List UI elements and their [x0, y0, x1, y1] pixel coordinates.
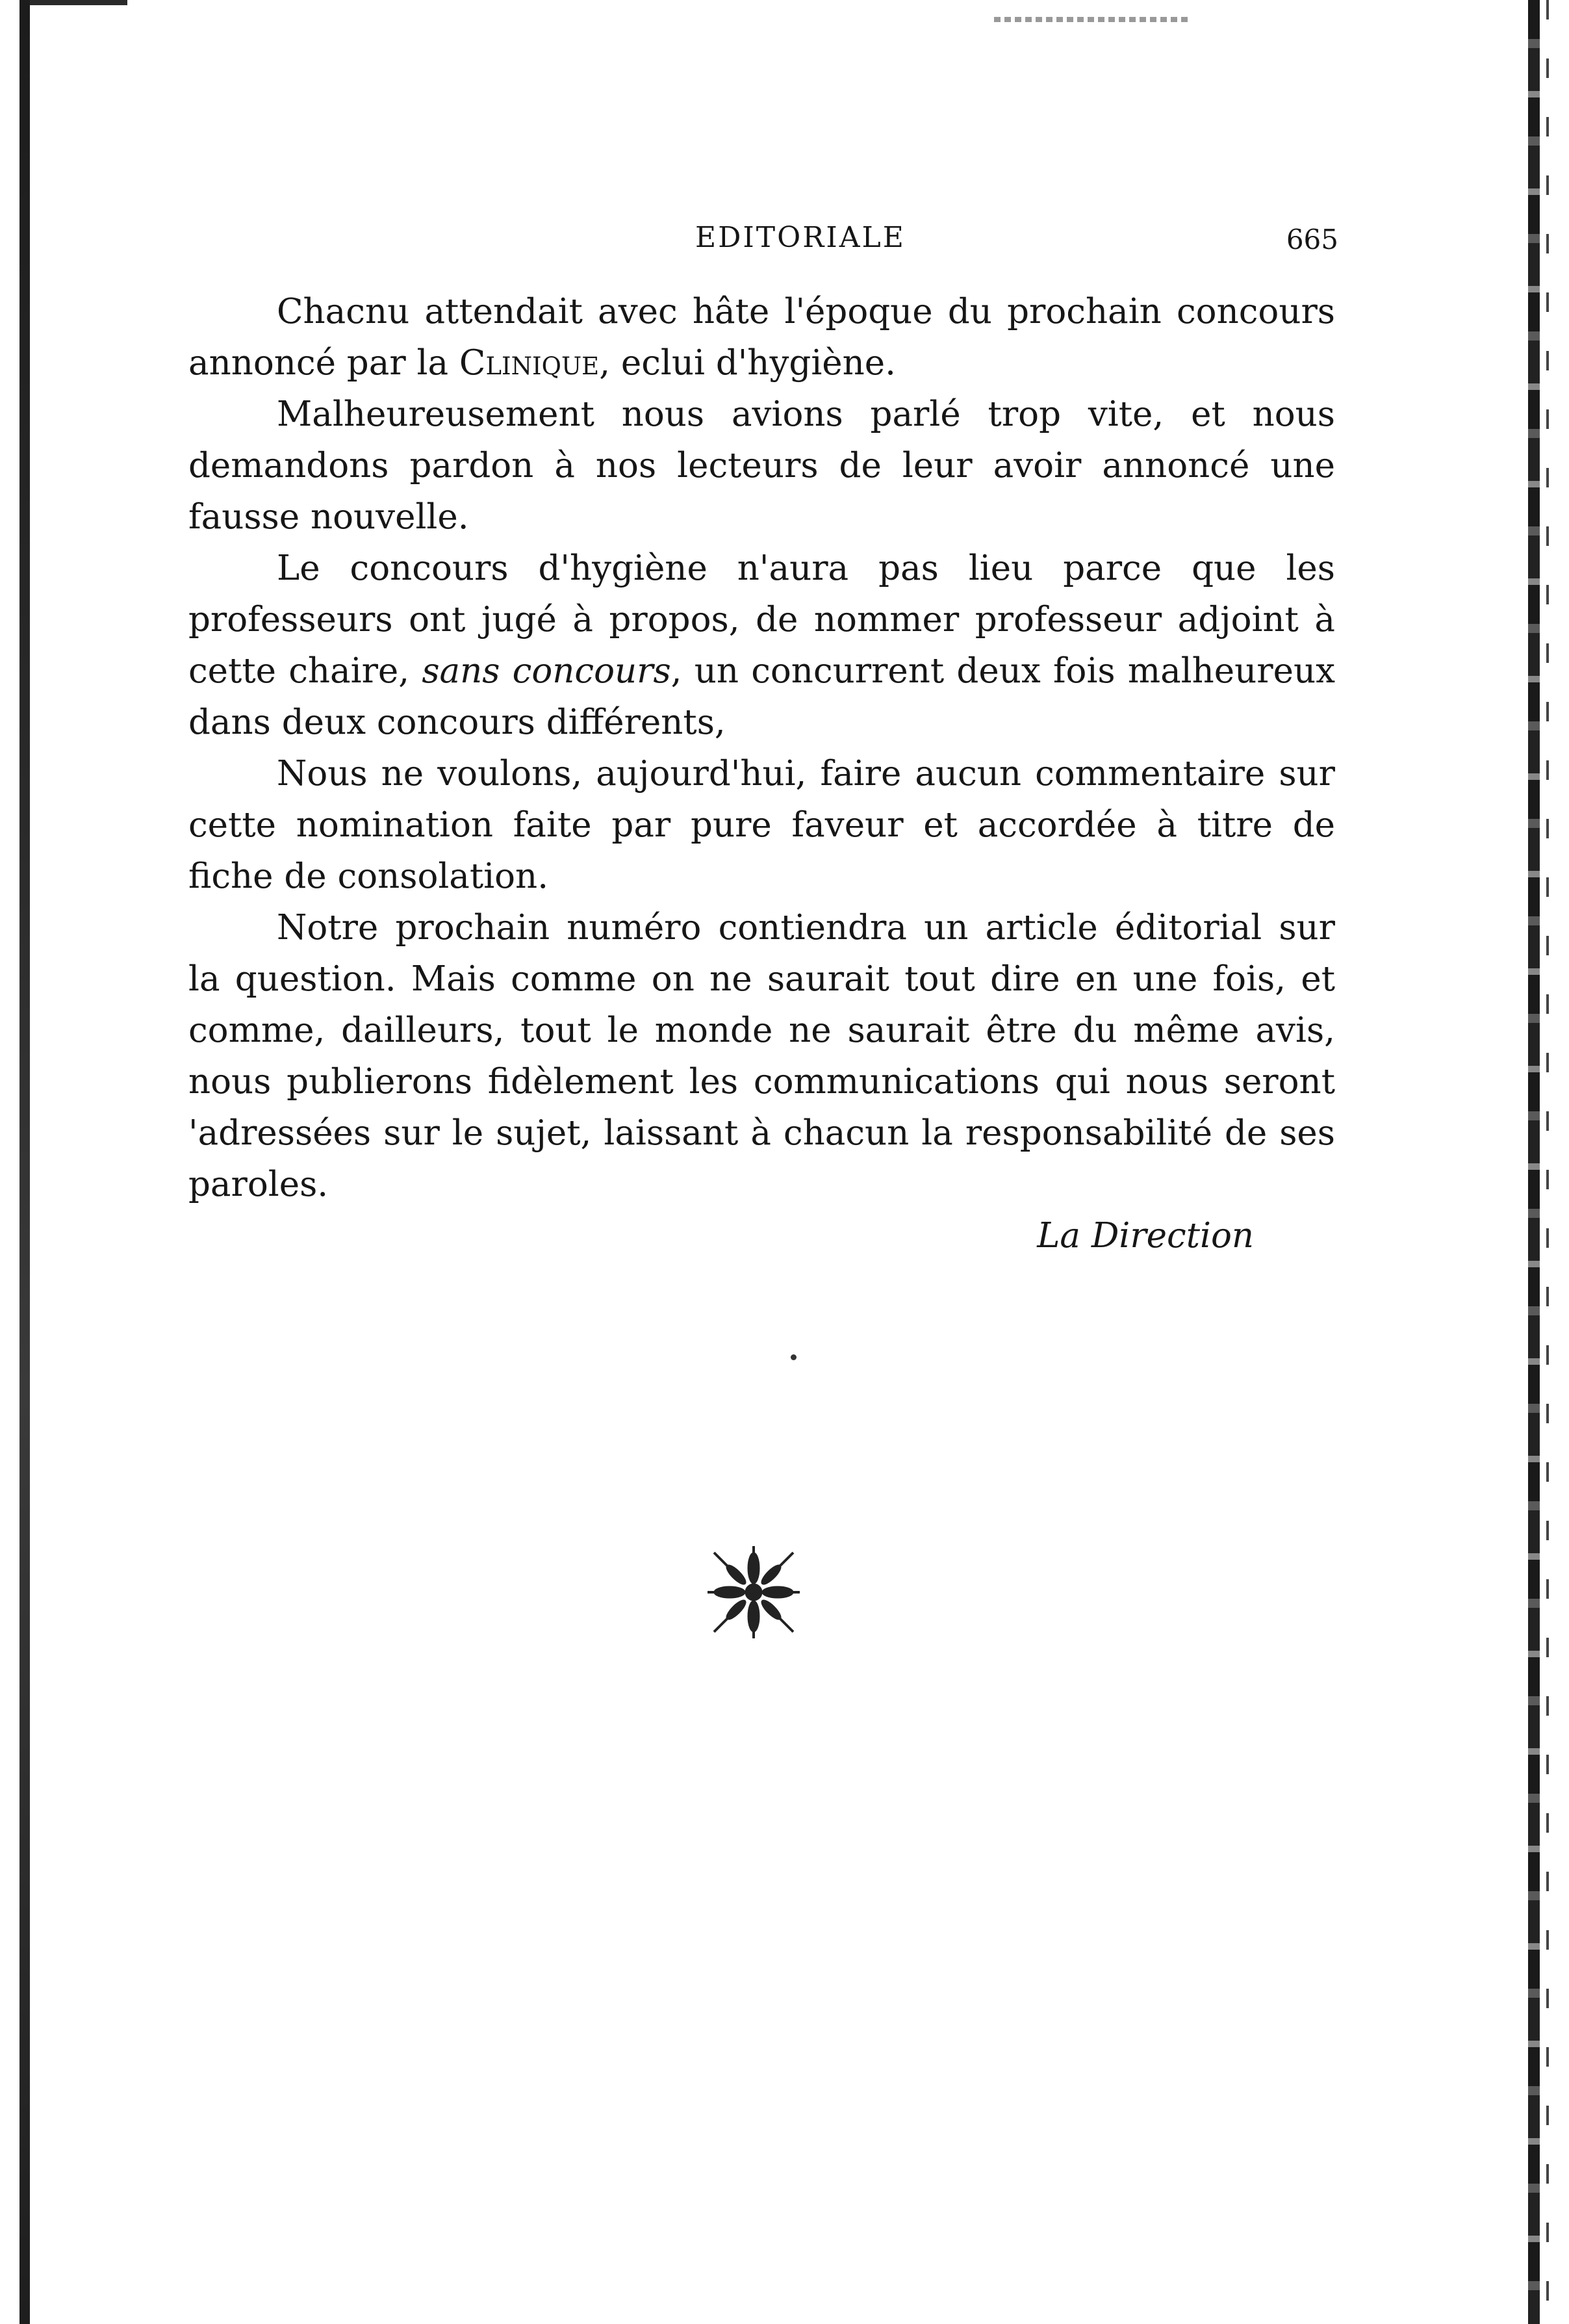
- paragraph-1: [188, 286, 1335, 389]
- editorial-body: [188, 286, 1335, 1261]
- scan-right-edge-speckle: [1546, 0, 1549, 2324]
- scan-top-smudge: [994, 17, 1189, 22]
- sans-concours-italic: sans concours: [422, 651, 671, 691]
- stray-dot: [791, 1354, 797, 1360]
- paragraph-4: Nous ne voulons, aujourd'hui, faire aucun commentaire sur cette nomination faite par pure faveur et accordée à titre de fiche de consolation.: [188, 754, 1335, 896]
- clinique-smallcaps: Clinique: [459, 343, 600, 383]
- scan-left-edge: [19, 0, 30, 2324]
- paragraph-1-text-b: , eclui d'hygiène.: [599, 343, 896, 383]
- scan-right-edge: [1528, 0, 1540, 2324]
- paragraph-3-text-b: , un concurrent deux fois malheureux dans deux concours différents,: [188, 651, 1335, 742]
- running-head: EDITORIALE: [695, 221, 906, 254]
- paragraph-2: Malheureusement nous avions parlé trop vite, et nous demandons pardon à nos lecteurs de leur avoir annoncé une fausse nouvelle.: [188, 394, 1335, 537]
- paragraph-1-text-a: Chacnu attendait avec hâte l'époque du prochain concours annoncé par la: [188, 292, 1335, 383]
- signature: La Direction: [1037, 1216, 1254, 1256]
- scan-top-left-mark: [30, 0, 127, 5]
- paragraph-3: [188, 543, 1335, 748]
- page-number: 665: [1286, 224, 1338, 255]
- floral-ornament-icon: [705, 1543, 802, 1641]
- page-header: [195, 221, 1338, 260]
- paragraph-5: Notre prochain numéro contiendra un article éditorial sur la question. Mais comme on ne saurait tout dire en une fois, et comme, dailleurs, tout le monde ne saurait être du même avis, nous publierons fidèlement les communications qui nous seront 'adressées sur le sujet, laissant à chacun la responsabilité de ses paroles.: [188, 908, 1335, 1204]
- paragraph-3-text-a: Le concours d'hygiène n'aura pas lieu parce que les professeurs ont jugé à propos, de nommer professeur adjoint à cette chaire,: [188, 549, 1335, 691]
